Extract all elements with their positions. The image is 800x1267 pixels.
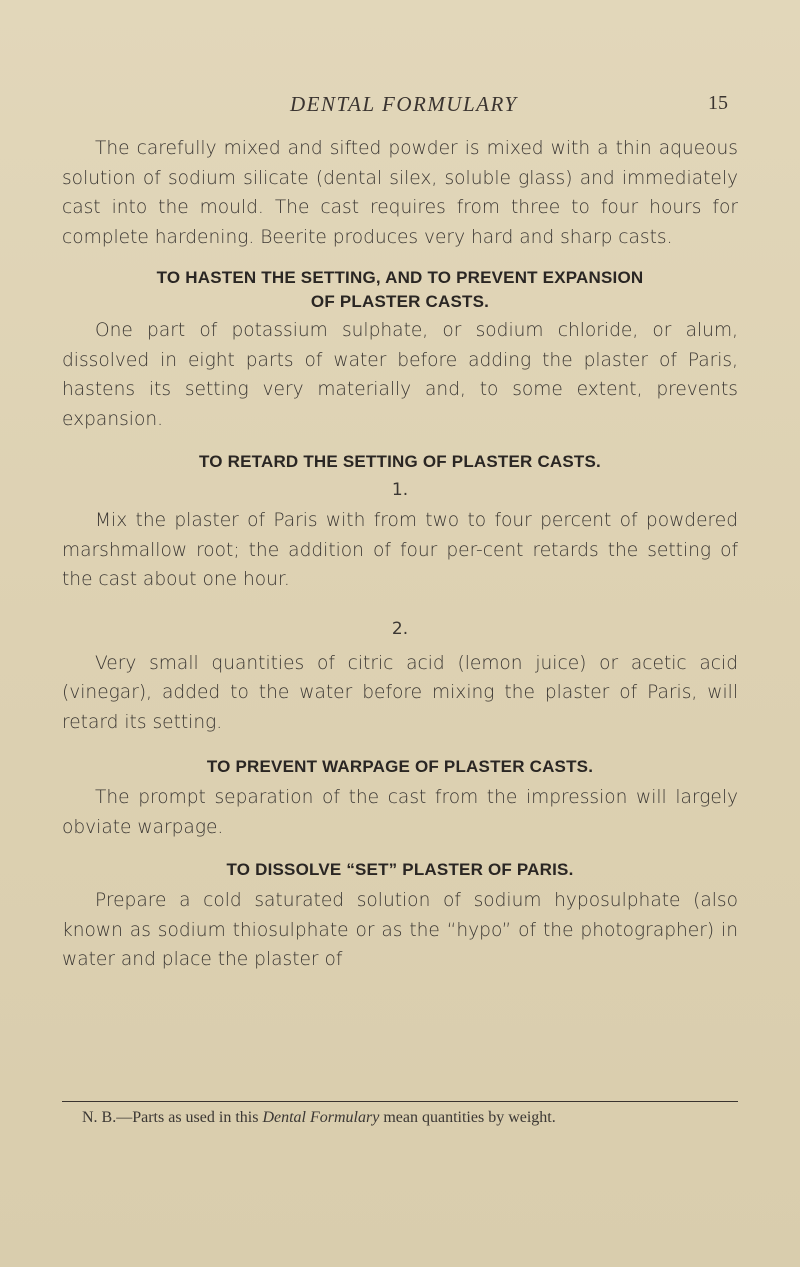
page-header bbox=[0, 92, 800, 122]
retard-item2-paragraph: Very small quantities of citric acid (lemon juice) or acetic acid (vinegar), added to the water before mixing the plaster of Paris, will retard its setting. bbox=[62, 652, 738, 733]
heading-hasten-line2: OF PLASTER CASTS. bbox=[310, 292, 490, 311]
dissolve-paragraph: Prepare a cold saturated solution of sodium hyposulphate (also known as sodium thiosulphate or as the “hypo” of the photographer) in water and place the plaster of bbox=[62, 890, 738, 970]
heading-hasten-line1: TO HASTEN THE SETTING, AND TO PREVENT EXPANSION bbox=[156, 268, 644, 287]
section-heading-dissolve: TO DISSOLVE “SET” PLASTER OF PARIS. bbox=[226, 860, 574, 879]
intro-paragraph: The carefully mixed and sifted powder is mixed with a thin aqueous solution of sodium silicate (dental silex, soluble glass) and immediately cast into the mould. The cast requires from three to four hours for complete hardening. Beerite produces very hard and sharp casts. bbox=[62, 138, 738, 248]
retard-item1-paragraph: Mix the plaster of Paris with from two to four percent of powdered marshmallow root; the addition of four per-cent retards the setting of the cast about one hour. bbox=[62, 510, 738, 590]
footnote bbox=[62, 1108, 738, 1128]
footnote-title: Dental Formulary bbox=[262, 1109, 380, 1126]
footnote-suffix: mean quantities by weight. bbox=[383, 1109, 556, 1126]
hasten-paragraph: One part of potassium sulphate, or sodium chloride, or alum, dissolved in eight parts of water before adding the plaster of Paris, hastens its setting very materially and, to some extent, prevents expansion. bbox=[62, 320, 738, 430]
warpage-paragraph: The prompt separation of the cast from the impression will largely obviate warpage. bbox=[62, 787, 738, 838]
section-heading-warpage: TO PREVENT WARPAGE OF PLASTER CASTS. bbox=[206, 757, 594, 776]
item-number-1: 1. bbox=[391, 480, 409, 500]
footnote-divider bbox=[62, 1101, 738, 1102]
section-heading-hasten bbox=[62, 266, 738, 314]
footnote-prefix: N. B.—Parts as used in this bbox=[82, 1109, 259, 1126]
section-heading-retard: TO RETARD THE SETTING OF PLASTER CASTS. bbox=[199, 452, 601, 471]
running-title: DENTAL FORMULARY bbox=[290, 92, 518, 116]
page-number: 15 bbox=[708, 92, 728, 114]
page-body bbox=[62, 134, 738, 975]
item-number-2: 2. bbox=[391, 618, 409, 639]
